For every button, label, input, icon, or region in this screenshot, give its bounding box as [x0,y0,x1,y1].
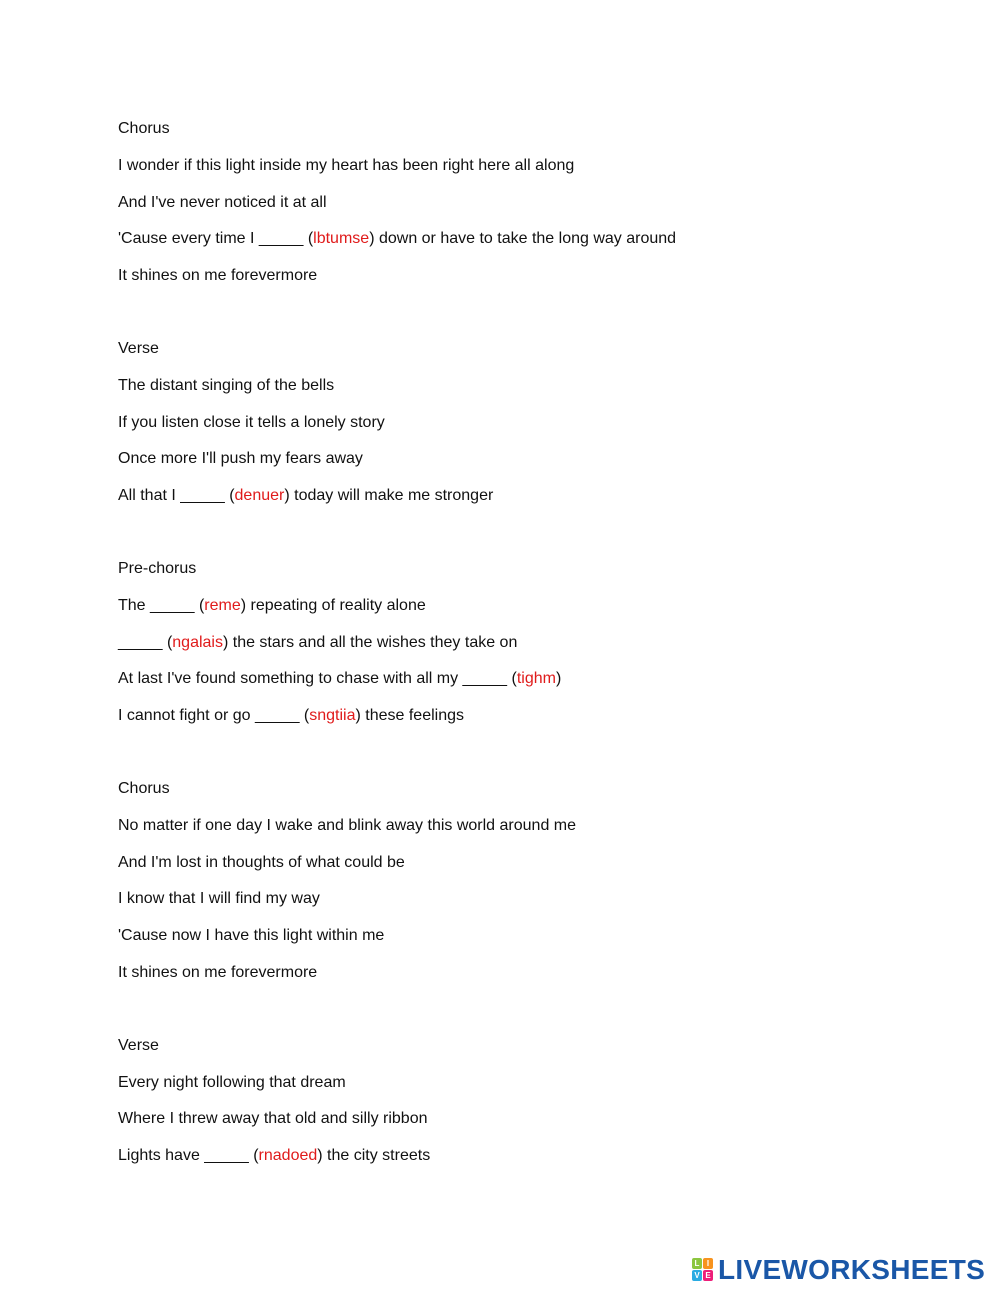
section-heading: Pre-chorus [118,559,197,577]
lyric-line [118,229,938,266]
lyric-line [118,633,938,670]
lyric-text: 'Cause every time I _____ ( [118,230,314,248]
lyric-line [118,486,938,523]
lyric-text: 'Cause now I have this light within me [118,927,385,945]
lyric-text: If you listen close it tells a lonely story [118,413,385,431]
brand-mark-letter: L [692,1258,702,1269]
lyric-line [118,1073,938,1110]
lyric-text: _____ ( [118,633,173,651]
lyric-text: Every night following that dream [118,1073,346,1091]
brand-wordmark: LIVEWORKSHEETS [718,1254,986,1285]
lyric-text: Once more I'll push my fears away [118,450,363,468]
scrambled-word-hint: ngalais [172,633,223,651]
lyric-section [118,1036,938,1183]
lyric-line [118,156,938,193]
lyric-line [118,816,938,853]
lyric-line [118,669,938,706]
brand-mark-letter: V [692,1270,702,1281]
lyric-text: The _____ ( [118,596,205,614]
scrambled-word-hint: denuer [234,487,285,505]
lyric-text: At last I've found something to chase with all my _____ ( [118,670,517,688]
lyric-text: It shines on me forevermore [118,267,318,285]
lyric-text: It shines on me forevermore [118,963,318,981]
scrambled-word-hint: tighm [516,670,556,688]
lyric-text: The distant singing of the bells [118,376,335,394]
worksheet-page [118,119,938,1219]
lyric-line [118,926,938,963]
lyric-text: And I've never noticed it at all [118,193,327,211]
lyric-section [118,339,938,523]
scrambled-word-hint: sngtiia [309,707,356,725]
lyric-line [118,266,938,303]
lyric-text: ) the stars and all the wishes they take on [222,633,518,651]
lyric-line [118,193,938,230]
lyric-line [118,1109,938,1146]
section-heading: Chorus [118,120,170,137]
lyric-text: Lights have _____ ( [118,1147,259,1165]
lyric-text: And I'm lost in thoughts of what could be [118,853,405,871]
lyric-section [118,779,938,1000]
lyric-line [118,963,938,1000]
brand-mark-icon [692,1258,714,1282]
lyric-text: ) [555,670,562,688]
lyric-text: I know that I will find my way [118,890,320,908]
lyric-line [118,376,938,413]
brand-mark-letter: I [703,1258,713,1269]
lyric-text: ) down or have to take the long way around [369,230,677,248]
lyric-line [118,889,938,926]
section-heading: Verse [118,339,159,357]
section-heading: Chorus [118,779,170,797]
section-heading: Verse [118,1036,159,1054]
lyric-text: All that I _____ ( [118,487,235,505]
lyric-text: Where I threw away that old and silly ribbon [118,1110,428,1128]
scrambled-word-hint: reme [204,596,241,614]
lyric-text: I cannot fight or go _____ ( [118,707,310,725]
lyric-section [118,119,938,303]
scrambled-word-hint: lbtumse [313,230,370,248]
lyric-text: ) repeating of reality alone [240,596,426,614]
lyric-line [118,1146,938,1183]
lyric-line [118,706,938,743]
lyric-line [118,853,938,890]
brand-logo [692,1255,985,1285]
lyric-line [118,449,938,486]
lyric-text: ) today will make me stronger [284,487,494,505]
lyric-text: ) the city streets [317,1147,431,1165]
lyric-section [118,559,938,743]
lyric-line [118,596,938,633]
scrambled-word-hint: rnadoed [258,1147,318,1165]
brand-mark-letter: E [703,1270,713,1281]
lyric-text: ) these feelings [355,707,465,725]
lyric-text: No matter if one day I wake and blink away this world around me [118,816,577,834]
lyric-line [118,413,938,450]
lyric-text: I wonder if this light inside my heart has been right here all along [118,156,575,174]
